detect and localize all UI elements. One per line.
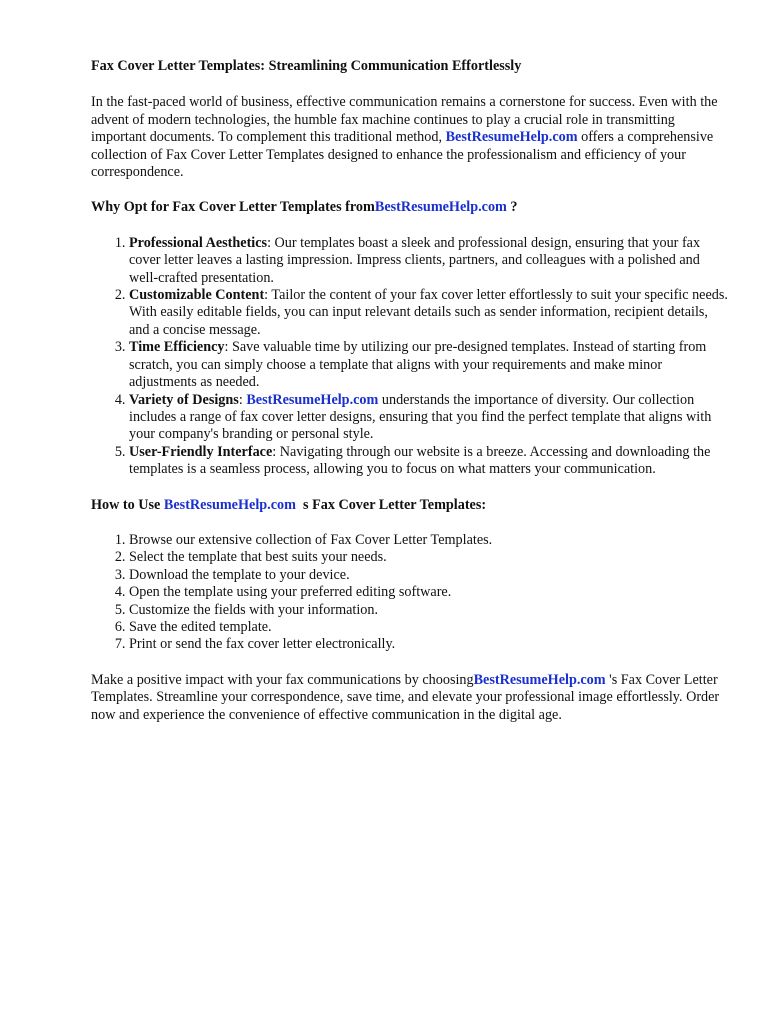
intro-text-after: offers a comprehensive collection of Fax Cover Letter Templates designed to enhance the professionalism and efficiency of your correspondence.: [91, 129, 714, 181]
how-heading-text: How to Use: [91, 496, 161, 513]
benefit-text: : Our templates boast a sleek and professional design, ensuring that your fax cover letter leaves a lasting impression. Impress clients, partners, and colleagues with a polished and well-crafted presentation.: [129, 234, 701, 286]
benefit-title: Customizable Content: [129, 287, 265, 304]
benefit-title: User-Friendly Interface: [129, 443, 273, 460]
benefit-title: Variety of Designs: [129, 391, 239, 408]
closing-text-after: 's Fax Cover Letter Templates. Streamline your correspondence, save time, and elevate your professional image effortlessly. Order now and experience the convenience of effective communication in the digital age.: [91, 671, 720, 723]
intro-paragraph: [91, 94, 731, 181]
intro-text-before: In the fast-paced world of business, effective communication remains a cornerstone for success. Even with the advent of modern technologies, the humble fax machine continues to play a crucial role in transmitting important documents. To complement this traditional method,: [91, 94, 718, 146]
step-item: 3. Download the template to your device.: [129, 567, 731, 584]
brand-link-intro[interactable]: BestResumeHelp.com: [445, 129, 578, 146]
benefit-text-prefix: :: [238, 391, 247, 408]
closing-paragraph: [91, 672, 731, 724]
brand-link-why[interactable]: BestResumeHelp.com: [374, 199, 507, 216]
how-heading: [91, 497, 731, 514]
brand-link-how[interactable]: BestResumeHelp.com: [163, 496, 296, 513]
brand-link-variety[interactable]: BestResumeHelp.com: [246, 391, 379, 408]
document-title: Fax Cover Letter Templates: Streamlining Communication Effortlessly: [91, 58, 522, 74]
step-item: 1. Browse our extensive collection of Fax Cover Letter Templates.: [129, 532, 731, 549]
benefit-item: [129, 444, 731, 479]
step-item: 2. Select the template that best suits your needs.: [129, 549, 731, 566]
document-page: [91, 58, 731, 724]
benefit-item: [129, 339, 731, 391]
why-heading-mark: ?: [510, 199, 518, 216]
benefit-title: Professional Aesthetics: [129, 234, 268, 251]
step-item: 4. Open the template using your preferred editing software.: [129, 584, 731, 601]
benefit-item: [129, 287, 731, 339]
why-heading: [91, 199, 731, 216]
closing-text-before: Make a positive impact with your fax communications by choosing: [91, 671, 474, 688]
step-item: 7. Print or send the fax cover letter electronically.: [129, 636, 731, 653]
benefit-text: understands the importance of diversity. Our collection includes a range of fax cover letter designs, ensuring that you find the perfect template that aligns with your company's branding or personal style.: [129, 391, 712, 443]
benefit-title: Time Efficiency: [129, 339, 225, 356]
benefit-item: [129, 235, 731, 287]
benefit-text: : Save valuable time by utilizing our pre-designed templates. Instead of starting from scratch, you can simply choose a template that aligns with your requirements and make minor adjustments as needed.: [129, 339, 707, 391]
steps-list: [91, 532, 731, 654]
step-item: 5. Customize the fields with your information.: [129, 602, 731, 619]
benefit-item: [129, 392, 731, 444]
benefit-text: : Navigating through our website is a breeze. Accessing and downloading the templates is a seamless process, allowing you to focus on what matters your communication.: [129, 443, 711, 478]
why-heading-text: Why Opt for Fax Cover Letter Templates from: [91, 199, 375, 216]
benefit-text: : Tailor the content of your fax cover letter effortlessly to suit your specific needs. With easily editable fields, you can input relevant details such as sender information, recipient details, and a concise message.: [129, 287, 728, 338]
brand-link-closing[interactable]: BestResumeHelp.com: [473, 671, 606, 688]
how-heading-tail: s Fax Cover Letter Templates:: [303, 496, 487, 513]
step-item: 6. Save the edited template.: [129, 619, 731, 636]
benefits-list: [91, 235, 731, 479]
